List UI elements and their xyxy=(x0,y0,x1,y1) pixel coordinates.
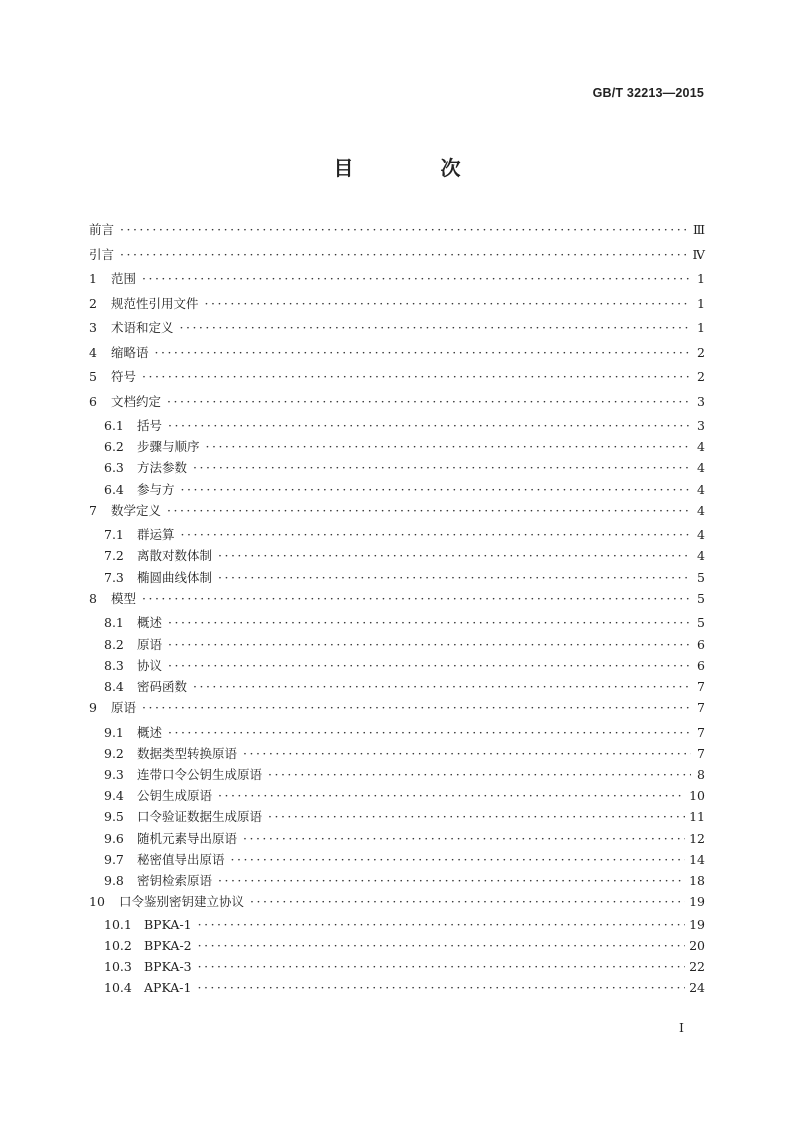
toc-entry-title: 原语 xyxy=(137,636,163,652)
toc-entry-title: 数学定义 xyxy=(111,502,162,518)
toc-entry-number: 6.4 xyxy=(104,481,124,497)
toc-dot-leader xyxy=(197,980,685,995)
toc-entry[interactable] xyxy=(89,458,705,479)
toc-dot-leader xyxy=(198,959,685,974)
toc-entry-number: 10.2 xyxy=(104,937,132,953)
toc-dot-leader xyxy=(243,831,685,846)
toc-entry[interactable] xyxy=(89,723,705,744)
toc-dot-leader xyxy=(168,658,691,673)
toc-entry-number: 9.2 xyxy=(104,745,124,761)
toc-entry-page: 7 xyxy=(697,724,705,740)
table-of-contents xyxy=(89,220,705,1001)
toc-entry-title: 前言 xyxy=(89,222,115,237)
toc-entry-title: 括号 xyxy=(137,418,163,433)
toc-entry-title: 密钥检索原语 xyxy=(137,872,213,888)
toc-entry-number: 9.6 xyxy=(104,830,124,846)
toc-entry[interactable] xyxy=(89,656,705,677)
toc-entry-title: BPKA-3 xyxy=(144,958,192,974)
toc-entry-number: 7.1 xyxy=(104,527,124,543)
toc-entry-number: 10.4 xyxy=(104,980,132,996)
toc-entry-page: 19 xyxy=(689,894,705,910)
toc-entry-page: 4 xyxy=(697,502,705,518)
toc-entry-page: 20 xyxy=(689,937,705,953)
toc-entry-title: 规范性引用文件 xyxy=(111,295,199,311)
toc-entry-number: 9 xyxy=(89,700,97,716)
toc-entry-title: 方法参数 xyxy=(137,460,188,476)
toc-entry-title: 符号 xyxy=(111,369,137,384)
toc-entry-number: 8 xyxy=(89,590,97,606)
toc-dot-leader xyxy=(120,222,689,237)
toc-entry-number: 6.3 xyxy=(104,460,124,476)
page-number: I xyxy=(679,1020,684,1035)
toc-entry[interactable] xyxy=(89,525,705,546)
toc-entry-number: 3 xyxy=(89,320,97,335)
toc-entry-title: 概述 xyxy=(137,724,163,740)
toc-entry-number: 9.1 xyxy=(104,724,124,740)
toc-entry-title: 群运算 xyxy=(137,527,175,543)
toc-dot-leader xyxy=(180,320,691,335)
toc-entry-number: 8.3 xyxy=(104,657,124,673)
toc-entry-number: 9.7 xyxy=(104,851,124,867)
toc-entry-title: 协议 xyxy=(137,657,163,673)
toc-entry-number: 8.2 xyxy=(104,636,124,652)
toc-entry-number: 10 xyxy=(89,894,105,910)
toc-entry-number: 6.1 xyxy=(104,418,124,433)
toc-entry-number: 7.3 xyxy=(104,569,124,585)
toc-entry-page: 12 xyxy=(689,830,705,846)
toc-entry-number: 9.5 xyxy=(104,809,124,825)
toc-entry[interactable] xyxy=(89,480,705,501)
toc-entry[interactable] xyxy=(89,269,705,294)
toc-entry-title: 椭圆曲线体制 xyxy=(137,569,213,585)
toc-entry-page: 18 xyxy=(689,872,705,888)
toc-entry[interactable] xyxy=(89,635,705,656)
toc-entry-page: 2 xyxy=(697,344,705,360)
toc-entry-title: 参与方 xyxy=(137,481,175,497)
toc-entry-title: 模型 xyxy=(111,590,137,606)
toc-dot-leader xyxy=(218,548,691,563)
toc-dot-leader xyxy=(168,615,691,630)
toc-dot-leader xyxy=(205,296,691,311)
toc-dot-leader xyxy=(168,725,691,740)
toc-dot-leader xyxy=(218,788,685,803)
toc-entry-title: 数据类型转换原语 xyxy=(137,745,238,761)
toc-dot-leader xyxy=(193,679,691,694)
toc-dot-leader xyxy=(142,271,691,286)
toc-entry-title: 概述 xyxy=(137,615,163,631)
toc-entry[interactable] xyxy=(89,892,705,917)
toc-entry-page: 7 xyxy=(697,745,705,761)
toc-entry-page: 8 xyxy=(697,766,705,782)
toc-entry-page: 5 xyxy=(697,569,705,585)
toc-entry-number: 7 xyxy=(89,502,97,518)
toc-dot-leader xyxy=(268,809,685,824)
toc-entry-page: 1 xyxy=(697,295,705,311)
toc-entry[interactable] xyxy=(89,546,705,567)
page-title: 目 次 xyxy=(333,156,501,180)
toc-entry-page: 1 xyxy=(697,271,705,286)
toc-entry-page: 6 xyxy=(697,636,705,652)
toc-entry-title: 连带口令公钥生成原语 xyxy=(137,766,263,782)
standard-code: GB/T 32213—2015 xyxy=(592,86,704,100)
toc-dot-leader xyxy=(167,503,691,518)
toc-dot-leader xyxy=(250,894,685,909)
toc-dot-leader xyxy=(168,418,691,433)
toc-dot-leader xyxy=(142,369,691,384)
toc-entry-number: 9.3 xyxy=(104,766,124,782)
toc-entry-title: 公钥生成原语 xyxy=(137,788,213,804)
toc-dot-leader xyxy=(181,482,691,497)
toc-entry[interactable] xyxy=(89,677,705,698)
toc-entry-page: 3 xyxy=(697,393,705,409)
toc-entry-title: 文档约定 xyxy=(111,393,162,409)
toc-entry[interactable] xyxy=(89,765,705,786)
toc-entry[interactable] xyxy=(89,786,705,807)
toc-entry-number: 9.4 xyxy=(104,788,124,804)
toc-entry-page: 7 xyxy=(697,678,705,694)
toc-entry[interactable] xyxy=(89,698,705,723)
toc-dot-leader xyxy=(193,460,691,475)
toc-entry-title: 引言 xyxy=(89,246,115,262)
toc-dot-leader xyxy=(198,917,685,932)
toc-entry-page: 4 xyxy=(697,481,705,497)
toc-dot-leader xyxy=(155,345,691,360)
toc-entry-title: 秘密值导出原语 xyxy=(137,851,225,867)
toc-entry[interactable] xyxy=(89,871,705,892)
toc-entry-title: 原语 xyxy=(111,700,137,716)
toc-entry-page: 5 xyxy=(697,615,705,631)
toc-entry-page: 6 xyxy=(697,657,705,673)
toc-entry-number: 1 xyxy=(89,271,97,286)
toc-entry-page: Ⅳ xyxy=(692,246,705,262)
toc-entry-number: 2 xyxy=(89,295,97,311)
toc-entry-title: 缩略语 xyxy=(111,344,149,360)
toc-entry-number: 5 xyxy=(89,369,97,384)
toc-entry[interactable] xyxy=(89,980,705,1001)
toc-entry-page: 22 xyxy=(689,958,705,974)
toc-dot-leader xyxy=(198,938,685,953)
toc-entry[interactable] xyxy=(89,501,705,526)
toc-entry-number: 8.1 xyxy=(104,615,124,631)
toc-entry-page: 4 xyxy=(697,527,705,543)
toc-entry[interactable] xyxy=(89,744,705,765)
toc-entry[interactable] xyxy=(89,807,705,828)
toc-entry-title: 密码函数 xyxy=(137,678,188,694)
toc-entry-page: 3 xyxy=(697,418,705,433)
toc-dot-leader xyxy=(142,700,691,715)
toc-entry-page: 4 xyxy=(697,460,705,476)
toc-entry-page: 4 xyxy=(697,439,705,455)
toc-entry[interactable] xyxy=(89,938,705,959)
toc-entry-title: APKA-1 xyxy=(144,980,192,996)
toc-entry[interactable] xyxy=(89,220,705,245)
toc-entry[interactable] xyxy=(89,416,705,437)
toc-entry-page: 14 xyxy=(689,851,705,867)
toc-entry[interactable] xyxy=(89,917,705,938)
toc-entry[interactable] xyxy=(89,294,705,319)
toc-dot-leader xyxy=(206,439,691,454)
toc-entry-number: 8.4 xyxy=(104,678,124,694)
toc-entry[interactable] xyxy=(89,437,705,458)
toc-entry[interactable] xyxy=(89,589,705,614)
toc-entry-number: 10.3 xyxy=(104,958,132,974)
toc-entry-title: BPKA-2 xyxy=(144,937,192,953)
toc-entry-title: 离散对数体制 xyxy=(137,548,213,564)
toc-dot-leader xyxy=(218,873,685,888)
toc-entry-title: 步骤与顺序 xyxy=(137,439,200,455)
toc-entry-number: 7.2 xyxy=(104,548,124,564)
toc-entry-page: 7 xyxy=(697,700,705,716)
toc-dot-leader xyxy=(218,570,691,585)
toc-entry-title: 范围 xyxy=(111,271,137,286)
toc-entry-title: 术语和定义 xyxy=(111,320,174,335)
toc-dot-leader xyxy=(167,394,691,409)
toc-entry-number: 9.8 xyxy=(104,872,124,888)
toc-entry-title: BPKA-1 xyxy=(144,916,192,932)
toc-entry-number: 6.2 xyxy=(104,439,124,455)
toc-entry[interactable] xyxy=(89,568,705,589)
toc-entry-page: 24 xyxy=(689,980,705,996)
toc-dot-leader xyxy=(168,637,691,652)
toc-entry[interactable] xyxy=(89,343,705,368)
toc-entry-page: 4 xyxy=(697,548,705,564)
toc-dot-leader xyxy=(243,746,691,761)
toc-entry-number: 10.1 xyxy=(104,916,132,932)
toc-dot-leader xyxy=(181,527,691,542)
toc-dot-leader xyxy=(231,852,686,867)
toc-entry[interactable] xyxy=(89,367,705,392)
toc-entry-page: 10 xyxy=(689,788,705,804)
toc-entry-title: 口令鉴别密钥建立协议 xyxy=(119,894,245,910)
toc-entry-page: 2 xyxy=(697,369,705,384)
toc-entry-page: 11 xyxy=(689,809,705,825)
toc-entry[interactable] xyxy=(89,392,705,417)
toc-dot-leader xyxy=(142,591,691,606)
toc-entry[interactable] xyxy=(89,959,705,980)
toc-entry-number: 6 xyxy=(89,393,97,409)
toc-entry-number: 4 xyxy=(89,344,97,360)
toc-entry[interactable] xyxy=(89,245,705,270)
toc-entry-page: Ⅲ xyxy=(692,222,705,237)
toc-entry[interactable] xyxy=(89,613,705,634)
toc-entry-page: 1 xyxy=(697,320,705,335)
toc-dot-leader xyxy=(120,247,688,262)
toc-entry-title: 口令验证数据生成原语 xyxy=(137,809,263,825)
toc-entry-page: 19 xyxy=(689,916,705,932)
toc-entry-title: 随机元素导出原语 xyxy=(137,830,238,846)
toc-entry-page: 5 xyxy=(697,590,705,606)
toc-dot-leader xyxy=(268,767,691,782)
toc-entry[interactable] xyxy=(89,829,705,850)
toc-entry[interactable] xyxy=(89,318,705,343)
toc-entry[interactable] xyxy=(89,850,705,871)
